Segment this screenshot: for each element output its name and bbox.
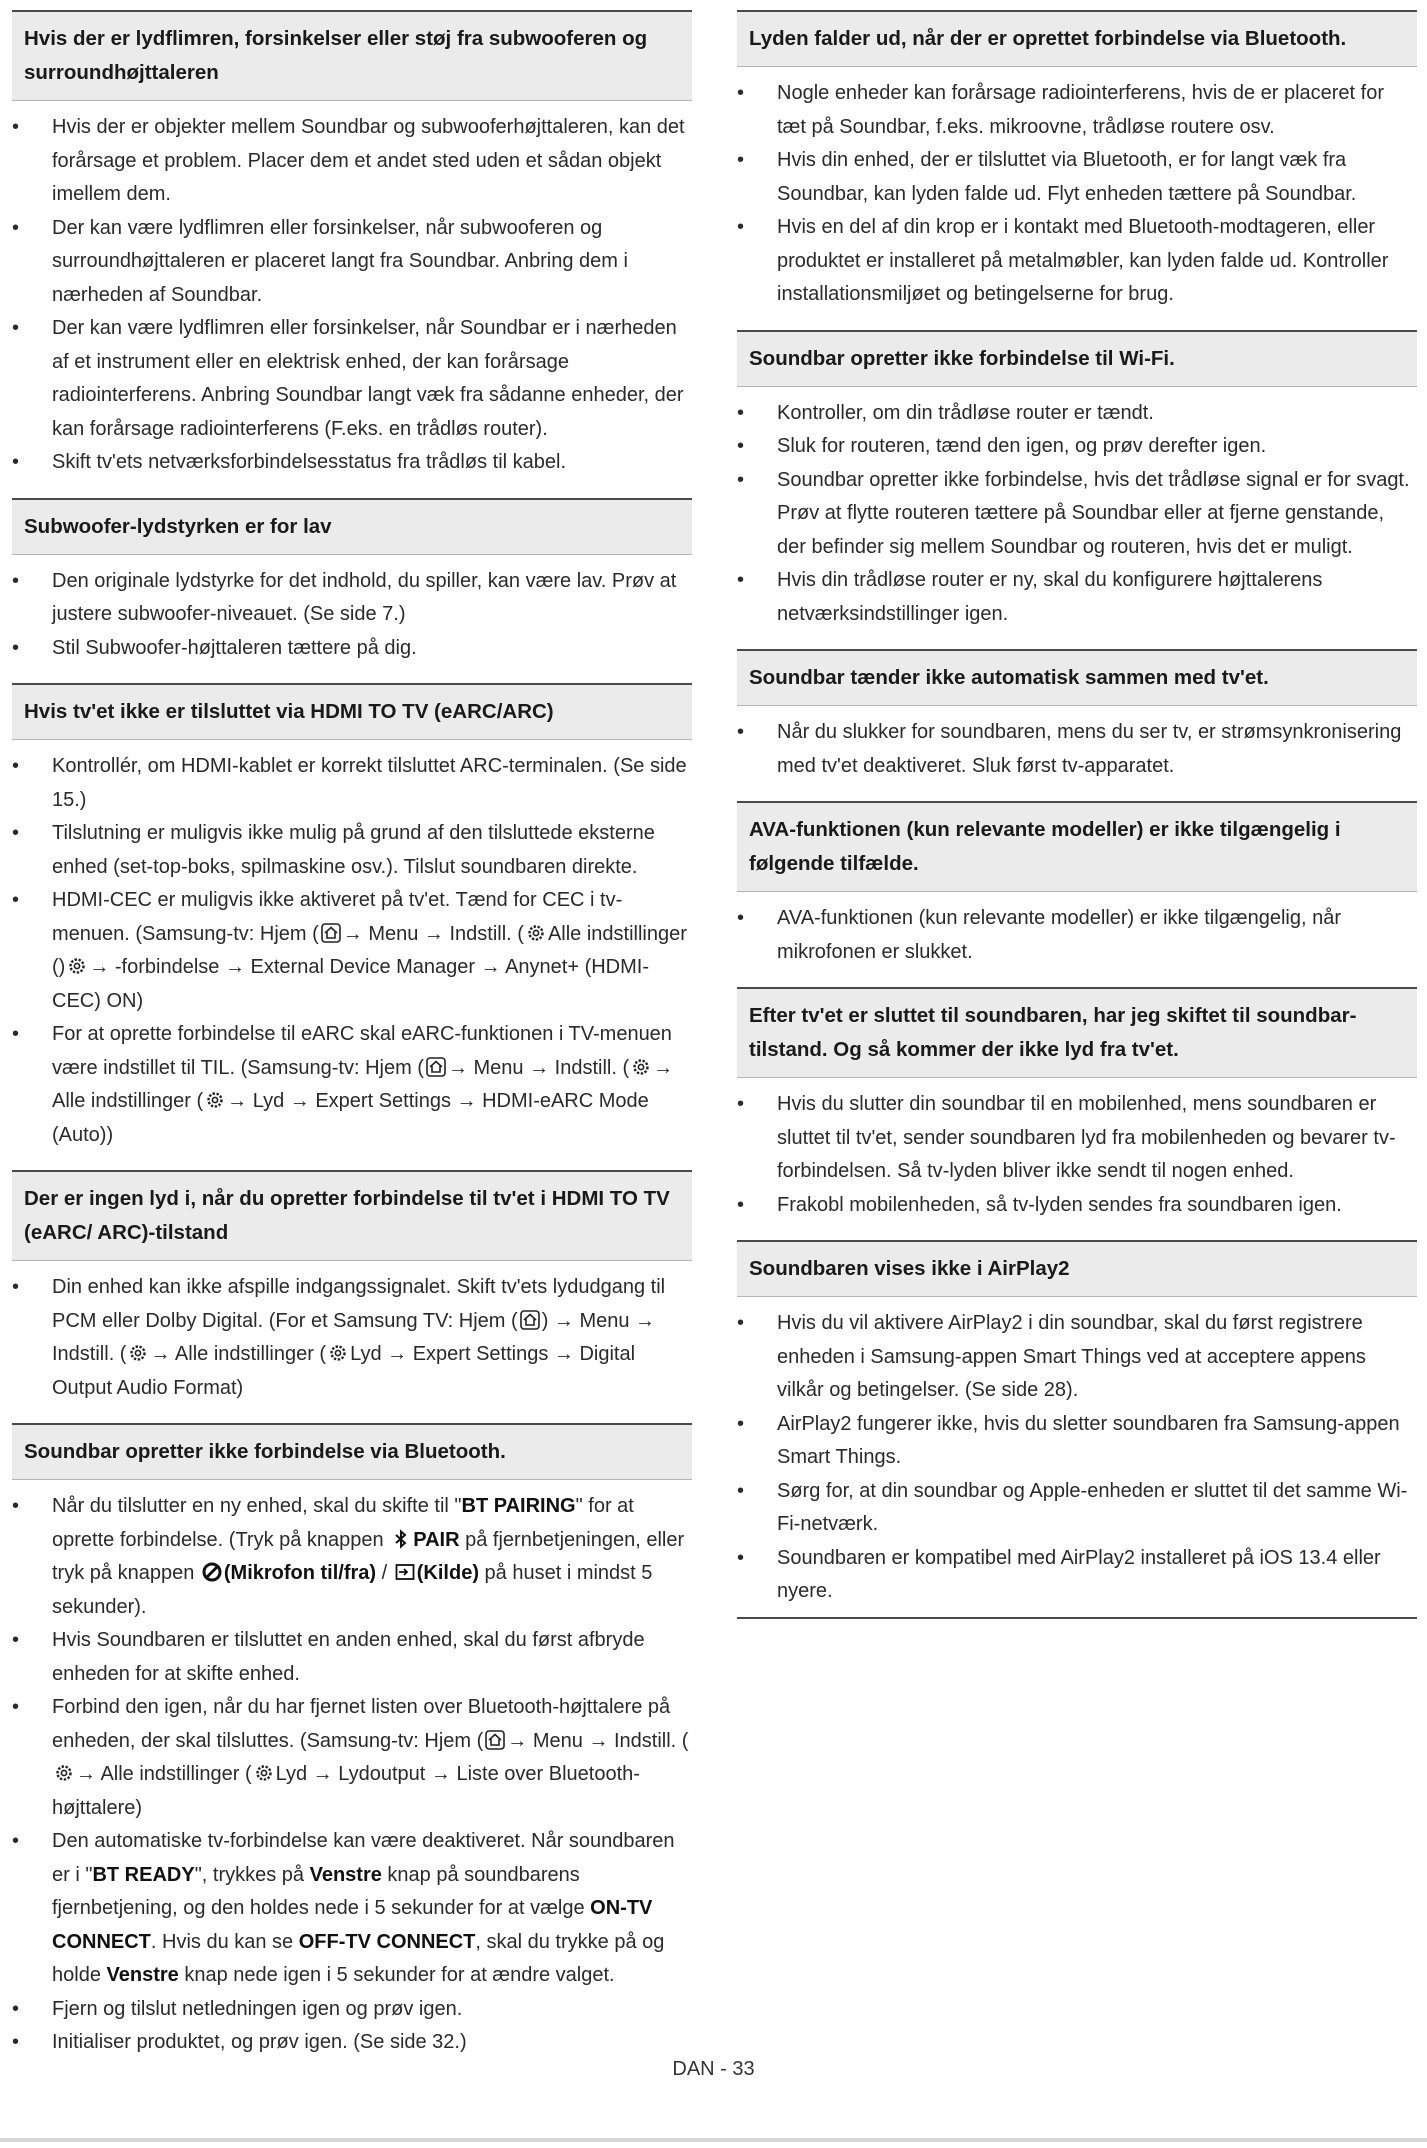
list-item: • Fjern og tilslut netledningen igen og prøv igen. [12, 1993, 692, 2027]
gear-icon [67, 956, 87, 976]
home-icon [520, 1310, 540, 1330]
gear-icon [631, 1057, 651, 1077]
section-title: Soundbar tænder ikke automatisk sammen med tv'et. [737, 649, 1417, 706]
list-item: • Hvis der er objekter mellem Soundbar og subwooferhøjttaleren, kan det forårsage et problem. Placer dem et andet sted uden et sådan objekt imellem dem. [12, 111, 692, 212]
page-number: DAN - 33 [672, 2058, 755, 2080]
section-title: Subwoofer-lydstyrken er for lav [12, 498, 692, 555]
section-subwoofer-volume [12, 498, 692, 674]
left-column [12, 10, 692, 2078]
bottom-divider [0, 2138, 1427, 2142]
section-bluetooth-dropout [737, 10, 1417, 320]
section-title: Soundbaren vises ikke i AirPlay2 [737, 1240, 1417, 1297]
section-body [737, 706, 1417, 791]
section-ava [737, 801, 1417, 977]
list-item: • Når du slukker for soundbaren, mens du ser tv, er strømsynkronisering med tv'et deaktiveret. Sluk først tv-apparatet. [737, 716, 1417, 783]
gear-icon [526, 923, 546, 943]
gear-icon [205, 1090, 225, 1110]
section-body [737, 1297, 1417, 1619]
list-item: • Der kan være lydflimren eller forsinkelser, når Soundbar er i nærheden af et instrument eller en elektrisk enhed, der kan forårsage radiointerferens. Anbring Soundbar langt væk fra sådanne enheder, der kan forårsage radiointerferens (F.eks. en trådløs router). [12, 312, 692, 446]
list-item: • Kontroller, om din trådløse router er tændt. [737, 397, 1417, 431]
list-item: • Stil Subwoofer-højttaleren tættere på dig. [12, 632, 692, 666]
list-item: • Nogle enheder kan forårsage radiointerferens, hvis de er placeret for tæt på Soundbar, f.eks. mikroovne, trådløse routere osv. [737, 77, 1417, 144]
section-hdmi-not-connected [12, 683, 692, 1160]
list-item: • Frakobl mobilenheden, så tv-lyden sendes fra soundbaren igen. [737, 1189, 1417, 1223]
section-body [737, 1078, 1417, 1230]
section-title: Der er ingen lyd i, når du opretter forbindelse til tv'et i HDMI TO TV (eARC/ ARC)-tilstand [12, 1170, 692, 1261]
section-body [737, 387, 1417, 640]
home-icon [485, 1730, 505, 1750]
section-soundbar-mode [737, 987, 1417, 1230]
list-item: • AirPlay2 fungerer ikke, hvis du sletter soundbaren fra Samsung-appen Smart Things. [737, 1408, 1417, 1475]
gear-icon [54, 1763, 74, 1783]
section-wifi [737, 330, 1417, 640]
list-item: • Den automatiske tv-forbindelse kan være deaktiveret. Når soundbaren er i "BT READY", trykkes på Venstre knap på soundbarens fjernbetjening, og den holdes nede i 5 sekunder for at vælge ON-TV CONNECT. Hvis du kan se OFF-TV CONNECT, skal du trykke på og holde Venstre knap nede igen i 5 sekunder for at ændre valget. [12, 1825, 692, 1993]
section-body [12, 740, 692, 1160]
gear-icon [128, 1343, 148, 1363]
list-item: • Soundbar opretter ikke forbindelse, hvis det trådløse signal er for svagt. Prøv at flytte routeren tættere på Soundbar eller at fjerne genstande, der befinder sig mellem Soundbar og routeren, hvis det er muligt. [737, 464, 1417, 565]
list-item: • Hvis din trådløse router er ny, skal du konfigurere højttalerens netværksindstillinger igen. [737, 564, 1417, 631]
list-item: • Initialiser produktet, og prøv igen. (Se side 32.) [12, 2026, 692, 2060]
list-item: • Sluk for routeren, tænd den igen, og prøv derefter igen. [737, 430, 1417, 464]
list-item: • Tilslutning er muligvis ikke mulig på grund af den tilsluttede eksterne enhed (set-top-boks, spilmaskine osv.). Tilslut soundbaren direkte. [12, 817, 692, 884]
section-body [737, 892, 1417, 977]
section-title: AVA-funktionen (kun relevante modeller) er ikke tilgængelig i følgende tilfælde. [737, 801, 1417, 892]
section-title: Soundbar opretter ikke forbindelse via Bluetooth. [12, 1423, 692, 1480]
section-body [737, 67, 1417, 320]
section-title: Efter tv'et er sluttet til soundbaren, har jeg skiftet til soundbar-tilstand. Og så kommer der ikke lyd fra tv'et. [737, 987, 1417, 1078]
mic-off-icon [202, 1562, 222, 1582]
section-airplay2 [737, 1240, 1417, 1619]
section-body [12, 1261, 692, 1413]
list-item: • Skift tv'ets netværksforbindelsesstatus fra trådløs til kabel. [12, 446, 692, 480]
list-item: • For at oprette forbindelse til eARC skal eARC-funktionen i TV-menuen være indstillet til TIL. (Samsung-tv: Hjem ( → Menu → Indstill. ( → Alle indstillinger ( → Lyd → Expert Settings → HDMI-eARC Mode (Auto)) [12, 1018, 692, 1152]
bluetooth-icon [391, 1529, 411, 1549]
home-icon [321, 923, 341, 943]
list-item: • Forbind den igen, når du har fjernet listen over Bluetooth-højttalere på enheden, der skal tilsluttes. (Samsung-tv: Hjem ( → Menu → Indstill. ( → Alle indstillinger ( Lyd → Lydoutput → Liste over Bluetooth-højttalere) [12, 1691, 692, 1825]
list-item: • Hvis du vil aktivere AirPlay2 i din soundbar, skal du først registrere enheden i Samsung-appen Smart Things ved at acceptere appens vilkår og betingelser. (Se side 28). [737, 1307, 1417, 1408]
list-item: • Sørg for, at din soundbar og Apple-enheden er sluttet til det samme Wi-Fi-netværk. [737, 1475, 1417, 1542]
section-title: Hvis tv'et ikke er tilsluttet via HDMI TO TV (eARC/ARC) [12, 683, 692, 740]
list-item: • Hvis en del af din krop er i kontakt med Bluetooth-modtageren, eller produktet er installeret på metalmøbler, kan lyden falde ud. Kontroller installationsmiljøet og betingelserne for brug. [737, 211, 1417, 312]
source-icon [395, 1562, 415, 1582]
list-item: • HDMI-CEC er muligvis ikke aktiveret på tv'et. Tænd for CEC i tv-menuen. (Samsung-tv: Hjem ( → Menu → Indstill. ( Alle indstillinger () → -forbindelse → External Device Manager → Anynet+ (HDMI-CEC) ON) [12, 884, 692, 1018]
list-item: • AVA-funktionen (kun relevante modeller) er ikke tilgængelig, når mikrofonen er slukket. [737, 902, 1417, 969]
list-item: • Din enhed kan ikke afspille indgangssignalet. Skift tv'ets lydudgang til PCM eller Dolby Digital. (For et Samsung TV: Hjem ( ) → Menu → Indstill. ( → Alle indstillinger ( Lyd → Expert Settings → Digital Output Audio Format) [12, 1271, 692, 1405]
section-power-sync [737, 649, 1417, 791]
home-icon [426, 1057, 446, 1077]
list-item: • Den originale lydstyrke for det indhold, du spiller, kan være lav. Prøv at justere subwoofer-niveauet. (Se side 7.) [12, 565, 692, 632]
list-item: • Hvis Soundbaren er tilsluttet en anden enhed, skal du først afbryde enheden for at skifte enhed. [12, 1624, 692, 1691]
section-subwoofer-noise [12, 10, 692, 488]
list-item: • Hvis din enhed, der er tilsluttet via Bluetooth, er for langt væk fra Soundbar, kan lyden falde ud. Flyt enheden tættere på Soundbar. [737, 144, 1417, 211]
section-no-sound-hdmi [12, 1170, 692, 1413]
list-item: • Hvis du slutter din soundbar til en mobilenhed, mens soundbaren er sluttet til tv'et, sender soundbaren lyd fra mobilenheden og bevarer tv-forbindelsen. Så tv-lyden bliver ikke sendt til nogen enhed. [737, 1088, 1417, 1189]
section-body [12, 101, 692, 488]
section-title: Lyden falder ud, når der er oprettet forbindelse via Bluetooth. [737, 10, 1417, 67]
list-item: • Når du tilslutter en ny enhed, skal du skifte til "BT PAIRING" for at oprette forbindelse. (Tryk på knappen PAIR på fjernbetjeningen, eller tryk på knappen (Mikrofon til/fra) / (Kilde) på huset i mindst 5 sekunder). [12, 1490, 692, 1624]
section-body [12, 1480, 692, 2068]
right-column [737, 10, 1417, 1629]
gear-icon [328, 1343, 348, 1363]
list-item: • Der kan være lydflimren eller forsinkelser, når subwooferen og surroundhøjttaleren er placeret langt fra Soundbar. Anbring dem i nærheden af Soundbar. [12, 212, 692, 313]
section-title: Hvis der er lydflimren, forsinkelser eller støj fra subwooferen og surroundhøjttaleren [12, 10, 692, 101]
gear-icon [254, 1763, 274, 1783]
list-item: • Soundbaren er kompatibel med AirPlay2 installeret på iOS 13.4 eller nyere. [737, 1542, 1417, 1609]
section-title: Soundbar opretter ikke forbindelse til Wi-Fi. [737, 330, 1417, 387]
section-bluetooth-connect [12, 1423, 692, 2068]
list-item: • Kontrollér, om HDMI-kablet er korrekt tilsluttet ARC-terminalen. (Se side 15.) [12, 750, 692, 817]
section-body [12, 555, 692, 674]
